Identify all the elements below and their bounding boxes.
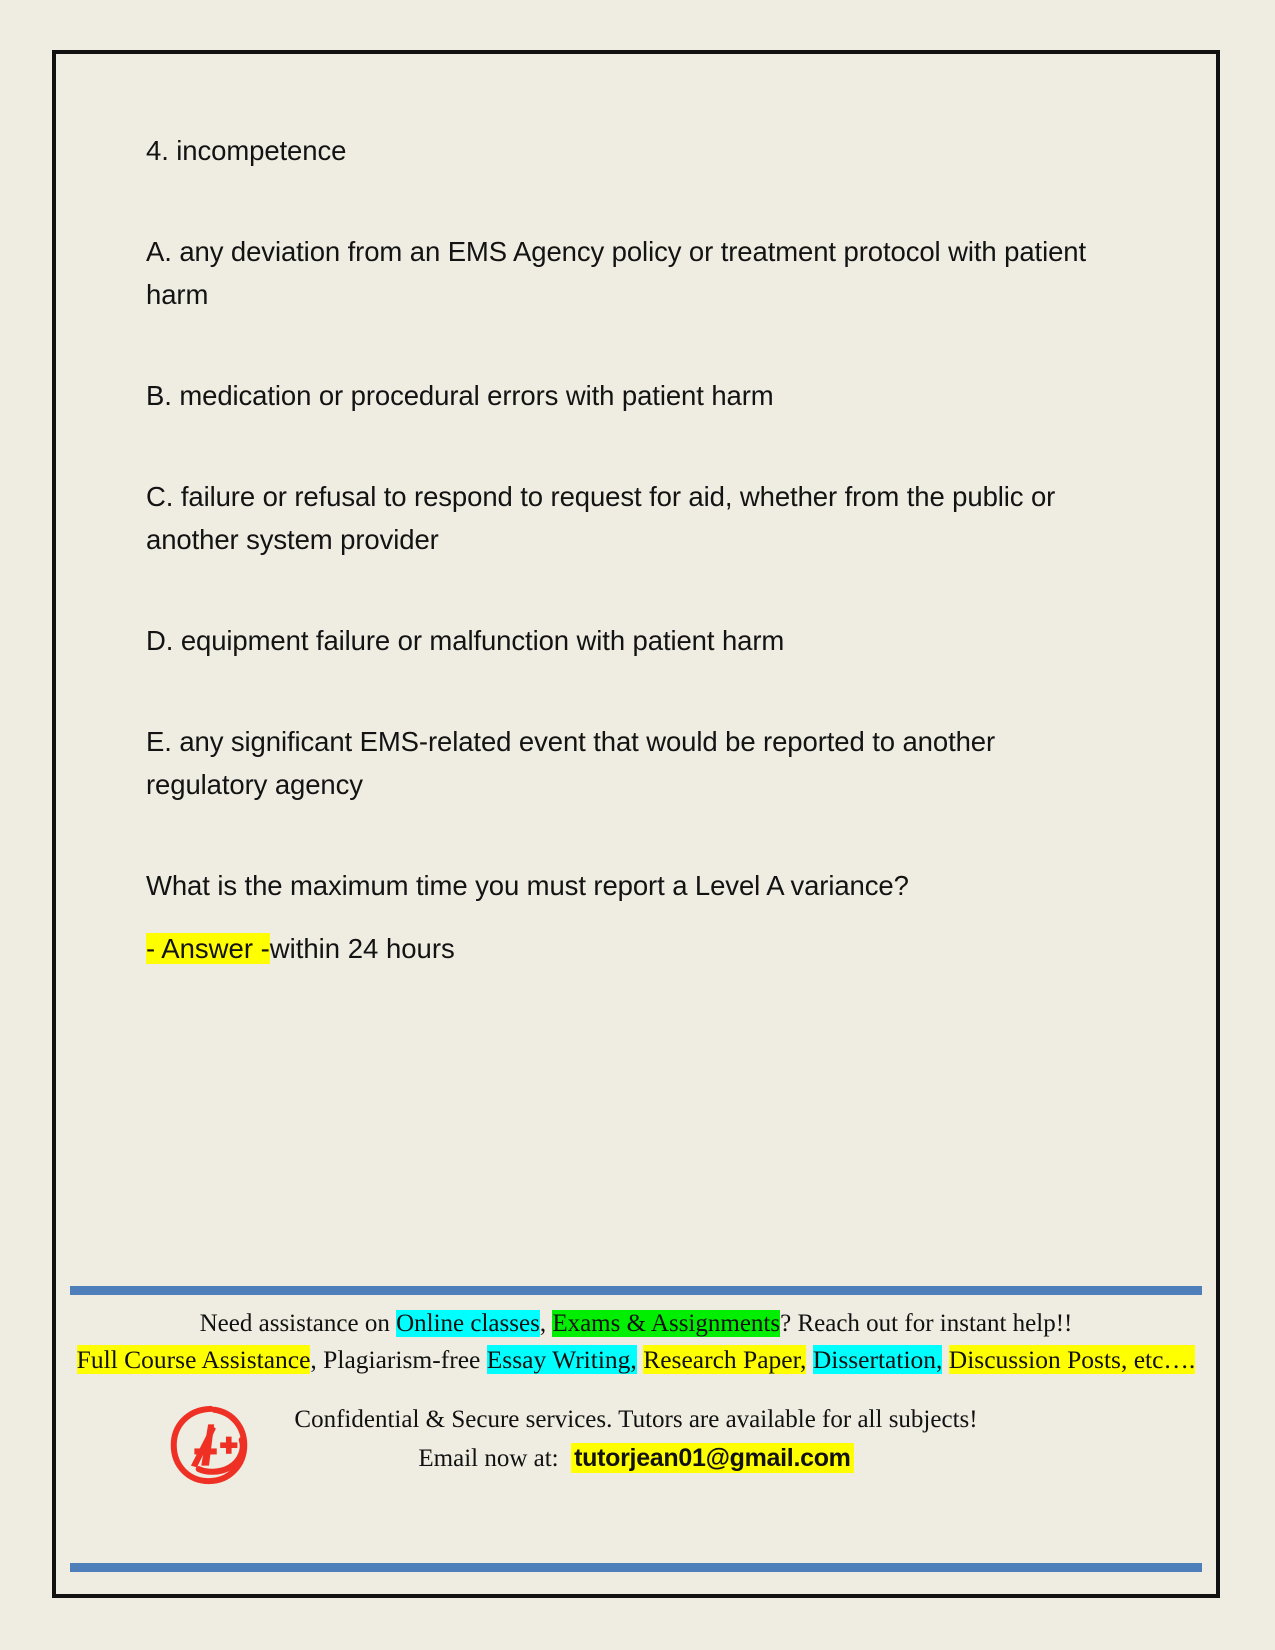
paragraph-option-d: D. equipment failure or malfunction with patient harm (146, 625, 785, 656)
service-exams-assignments: Exams & Assignments (552, 1310, 781, 1337)
service-online-classes: Online classes (396, 1310, 540, 1337)
service-discussion-posts: Discussion Posts, etc…. (948, 1345, 1196, 1374)
paragraph-option-e: E. any significant EMS-related event that would be reported to another regulatory agency (146, 726, 996, 800)
footer-content (56, 1306, 1216, 1478)
footer-line1-before: Need assistance on (199, 1310, 397, 1337)
paragraph-option-b: B. medication or procedural errors with patient harm (146, 380, 774, 411)
footer-line-1 (56, 1306, 1216, 1341)
promotional-footer (56, 1286, 1216, 1594)
a-plus-grade-icon (166, 1402, 252, 1488)
service-dissertation: Dissertation, (812, 1345, 943, 1374)
footer-lower-block (56, 1400, 1216, 1478)
answer-text: within 24 hours (269, 933, 455, 964)
service-full-course-assistance: Full Course Assistance (76, 1345, 311, 1374)
footer-line2-space2 (806, 1345, 812, 1374)
footer-divider-top (70, 1286, 1202, 1295)
footer-line2-mid: , Plagiarism-free (310, 1345, 487, 1374)
paragraph-item-4: 4. incompetence (146, 135, 347, 166)
footer-line2-space3 (942, 1345, 948, 1374)
footer-line1-after: ? Reach out for instant help!! (780, 1310, 1073, 1337)
footer-line-3: Confidential & Secure services. Tutors are available for all subjects! (294, 1406, 978, 1433)
service-research-paper: Research Paper, (643, 1345, 807, 1374)
answer-marker: - Answer - (146, 933, 270, 964)
paragraph-option-a: A. any deviation from an EMS Agency policy or treatment protocol with patient harm (146, 236, 1087, 310)
contact-email-address[interactable]: tutorjean01@gmail.com (571, 1443, 853, 1473)
document-page (52, 50, 1220, 1598)
email-label: Email now at: (418, 1445, 559, 1472)
paragraph-option-c: C. failure or refusal to respond to request for aid, whether from the public or another system provider (146, 481, 1056, 555)
footer-line1-comma: , (539, 1310, 553, 1337)
document-body (146, 129, 1106, 970)
footer-divider-bottom (70, 1563, 1202, 1572)
service-essay-writing: Essay Writing, (486, 1345, 637, 1374)
footer-line-2 (56, 1341, 1216, 1378)
answer-line (146, 927, 1106, 970)
question-text: What is the maximum time you must report a Level A variance? (146, 870, 909, 901)
